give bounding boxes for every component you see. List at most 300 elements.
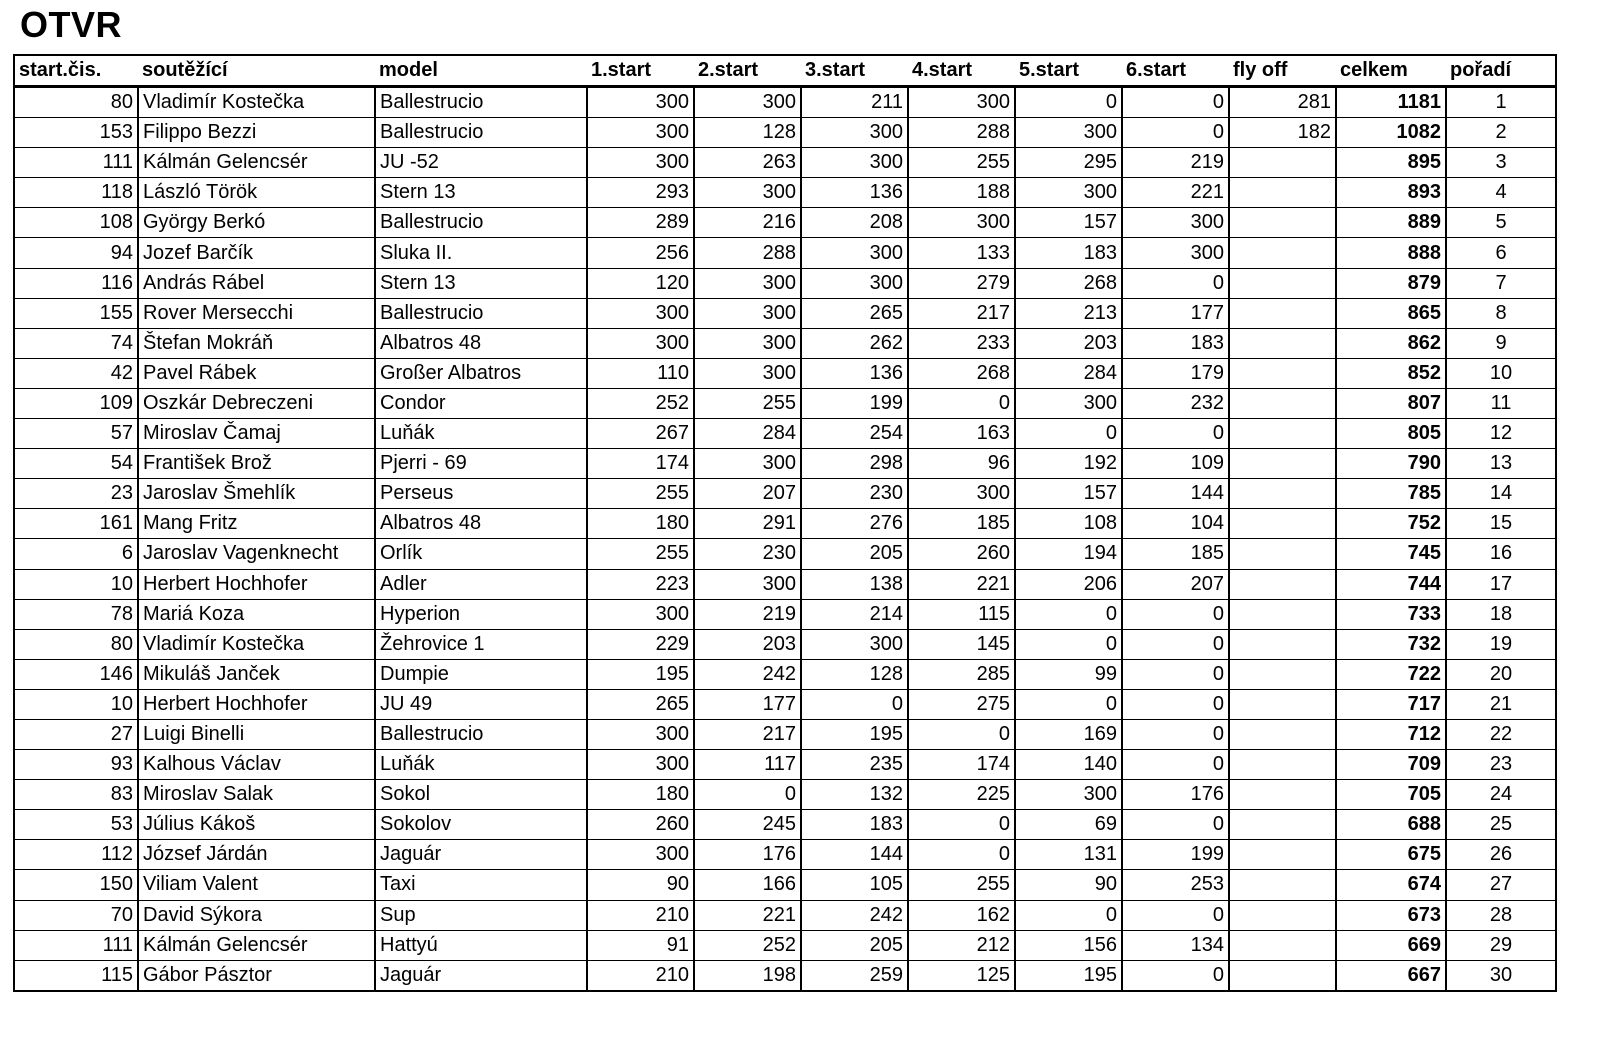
rank-cell: 20: [1446, 659, 1556, 689]
start-1-cell: 300: [587, 298, 694, 328]
start-number-cell: 153: [14, 118, 138, 148]
start-2-cell: 300: [694, 178, 801, 208]
start-4-cell: 255: [908, 870, 1015, 900]
fly-off-cell: [1229, 268, 1336, 298]
start-1-cell: 300: [587, 87, 694, 118]
fly-off-cell: [1229, 238, 1336, 268]
start-4-cell: 225: [908, 780, 1015, 810]
start-1-cell: 255: [587, 479, 694, 509]
model-cell: Pjerri - 69: [375, 449, 587, 479]
start-5-cell: 268: [1015, 268, 1122, 298]
start-6-cell: 185: [1122, 539, 1229, 569]
start-3-cell: 0: [801, 689, 908, 719]
start-4-cell: 300: [908, 208, 1015, 238]
model-cell: Perseus: [375, 479, 587, 509]
total-cell: 673: [1336, 900, 1446, 930]
table-row: [14, 238, 1556, 268]
start-1-cell: 300: [587, 148, 694, 178]
model-cell: Ballestrucio: [375, 719, 587, 749]
start-5-cell: 206: [1015, 569, 1122, 599]
total-cell: 785: [1336, 479, 1446, 509]
start-3-cell: 183: [801, 810, 908, 840]
table-row: [14, 178, 1556, 208]
model-cell: Ballestrucio: [375, 208, 587, 238]
start-2-cell: 284: [694, 419, 801, 449]
start-5-cell: 157: [1015, 479, 1122, 509]
competitor-cell: András Rábel: [138, 268, 375, 298]
rank-cell: 13: [1446, 449, 1556, 479]
start-5-cell: 69: [1015, 810, 1122, 840]
start-number-cell: 80: [14, 629, 138, 659]
total-cell: 1181: [1336, 87, 1446, 118]
rank-cell: 30: [1446, 960, 1556, 991]
table-header: [14, 55, 1556, 87]
start-6-cell: 0: [1122, 960, 1229, 991]
start-5-cell: 157: [1015, 208, 1122, 238]
start-5-cell: 300: [1015, 780, 1122, 810]
header-start-5: 5.start: [1015, 55, 1122, 87]
start-5-cell: 0: [1015, 419, 1122, 449]
total-cell: 807: [1336, 388, 1446, 418]
start-2-cell: 217: [694, 719, 801, 749]
total-cell: 669: [1336, 930, 1446, 960]
model-cell: Condor: [375, 388, 587, 418]
start-5-cell: 0: [1015, 689, 1122, 719]
table-row: [14, 87, 1556, 118]
start-5-cell: 284: [1015, 358, 1122, 388]
start-2-cell: 300: [694, 87, 801, 118]
start-6-cell: 0: [1122, 900, 1229, 930]
start-2-cell: 216: [694, 208, 801, 238]
fly-off-cell: [1229, 930, 1336, 960]
start-2-cell: 128: [694, 118, 801, 148]
start-2-cell: 117: [694, 750, 801, 780]
rank-cell: 22: [1446, 719, 1556, 749]
start-1-cell: 300: [587, 118, 694, 148]
model-cell: Hyperion: [375, 599, 587, 629]
start-1-cell: 174: [587, 449, 694, 479]
start-5-cell: 194: [1015, 539, 1122, 569]
rank-cell: 2: [1446, 118, 1556, 148]
total-cell: 865: [1336, 298, 1446, 328]
start-4-cell: 0: [908, 840, 1015, 870]
model-cell: Ballestrucio: [375, 298, 587, 328]
start-5-cell: 99: [1015, 659, 1122, 689]
rank-cell: 7: [1446, 268, 1556, 298]
model-cell: Jaguár: [375, 840, 587, 870]
start-3-cell: 136: [801, 178, 908, 208]
table-row: [14, 509, 1556, 539]
competitor-cell: Štefan Mokráň: [138, 328, 375, 358]
rank-cell: 18: [1446, 599, 1556, 629]
table-row: [14, 118, 1556, 148]
rank-cell: 25: [1446, 810, 1556, 840]
start-4-cell: 162: [908, 900, 1015, 930]
start-number-cell: 74: [14, 328, 138, 358]
competitor-cell: Pavel Rábek: [138, 358, 375, 388]
start-4-cell: 300: [908, 87, 1015, 118]
fly-off-cell: [1229, 509, 1336, 539]
start-number-cell: 57: [14, 419, 138, 449]
competitor-cell: Luigi Binelli: [138, 719, 375, 749]
model-cell: Sup: [375, 900, 587, 930]
start-1-cell: 293: [587, 178, 694, 208]
start-1-cell: 300: [587, 750, 694, 780]
start-number-cell: 108: [14, 208, 138, 238]
fly-off-cell: [1229, 178, 1336, 208]
total-cell: 888: [1336, 238, 1446, 268]
start-number-cell: 10: [14, 569, 138, 599]
start-1-cell: 265: [587, 689, 694, 719]
table-row: [14, 930, 1556, 960]
start-4-cell: 279: [908, 268, 1015, 298]
start-3-cell: 265: [801, 298, 908, 328]
total-cell: 862: [1336, 328, 1446, 358]
fly-off-cell: [1229, 148, 1336, 178]
start-3-cell: 205: [801, 539, 908, 569]
header-start-1: 1.start: [587, 55, 694, 87]
start-number-cell: 161: [14, 509, 138, 539]
start-4-cell: 96: [908, 449, 1015, 479]
start-6-cell: 207: [1122, 569, 1229, 599]
fly-off-cell: [1229, 599, 1336, 629]
model-cell: Albatros 48: [375, 509, 587, 539]
rank-cell: 23: [1446, 750, 1556, 780]
start-4-cell: 233: [908, 328, 1015, 358]
rank-cell: 16: [1446, 539, 1556, 569]
model-cell: Albatros 48: [375, 328, 587, 358]
start-number-cell: 94: [14, 238, 138, 268]
start-6-cell: 0: [1122, 87, 1229, 118]
start-number-cell: 83: [14, 780, 138, 810]
header-model: model: [375, 55, 587, 87]
model-cell: Großer Albatros: [375, 358, 587, 388]
start-1-cell: 223: [587, 569, 694, 599]
start-number-cell: 111: [14, 930, 138, 960]
start-5-cell: 300: [1015, 178, 1122, 208]
rank-cell: 6: [1446, 238, 1556, 268]
start-2-cell: 176: [694, 840, 801, 870]
start-1-cell: 90: [587, 870, 694, 900]
start-2-cell: 300: [694, 328, 801, 358]
start-5-cell: 300: [1015, 388, 1122, 418]
start-number-cell: 109: [14, 388, 138, 418]
competitor-cell: Herbert Hochhofer: [138, 569, 375, 599]
start-4-cell: 145: [908, 629, 1015, 659]
start-2-cell: 300: [694, 298, 801, 328]
fly-off-cell: 182: [1229, 118, 1336, 148]
start-number-cell: 10: [14, 689, 138, 719]
start-2-cell: 300: [694, 268, 801, 298]
table-row: [14, 148, 1556, 178]
start-5-cell: 140: [1015, 750, 1122, 780]
start-4-cell: 300: [908, 479, 1015, 509]
header-row: [14, 55, 1556, 87]
total-cell: 852: [1336, 358, 1446, 388]
competitor-cell: Viliam Valent: [138, 870, 375, 900]
model-cell: Taxi: [375, 870, 587, 900]
start-3-cell: 276: [801, 509, 908, 539]
start-1-cell: 210: [587, 900, 694, 930]
fly-off-cell: 281: [1229, 87, 1336, 118]
start-1-cell: 255: [587, 539, 694, 569]
total-cell: 712: [1336, 719, 1446, 749]
competitor-cell: David Sýkora: [138, 900, 375, 930]
fly-off-cell: [1229, 298, 1336, 328]
competitor-cell: Oszkár Debreczeni: [138, 388, 375, 418]
start-3-cell: 230: [801, 479, 908, 509]
start-5-cell: 300: [1015, 118, 1122, 148]
start-3-cell: 195: [801, 719, 908, 749]
table-row: [14, 840, 1556, 870]
rank-cell: 24: [1446, 780, 1556, 810]
start-3-cell: 208: [801, 208, 908, 238]
start-6-cell: 0: [1122, 719, 1229, 749]
competitor-cell: Herbert Hochhofer: [138, 689, 375, 719]
start-4-cell: 268: [908, 358, 1015, 388]
start-1-cell: 289: [587, 208, 694, 238]
start-6-cell: 300: [1122, 238, 1229, 268]
start-1-cell: 300: [587, 599, 694, 629]
fly-off-cell: [1229, 569, 1336, 599]
start-6-cell: 179: [1122, 358, 1229, 388]
total-cell: 717: [1336, 689, 1446, 719]
start-4-cell: 188: [908, 178, 1015, 208]
start-4-cell: 133: [908, 238, 1015, 268]
start-2-cell: 177: [694, 689, 801, 719]
total-cell: 889: [1336, 208, 1446, 238]
start-6-cell: 219: [1122, 148, 1229, 178]
fly-off-cell: [1229, 208, 1336, 238]
start-number-cell: 112: [14, 840, 138, 870]
model-cell: Adler: [375, 569, 587, 599]
model-cell: Sluka II.: [375, 238, 587, 268]
total-cell: 667: [1336, 960, 1446, 991]
start-1-cell: 256: [587, 238, 694, 268]
fly-off-cell: [1229, 750, 1336, 780]
competitor-cell: Mariá Koza: [138, 599, 375, 629]
header-start-number: start.čis.: [14, 55, 138, 87]
start-2-cell: 245: [694, 810, 801, 840]
start-6-cell: 221: [1122, 178, 1229, 208]
start-number-cell: 115: [14, 960, 138, 991]
competitor-cell: László Török: [138, 178, 375, 208]
start-6-cell: 176: [1122, 780, 1229, 810]
start-4-cell: 212: [908, 930, 1015, 960]
fly-off-cell: [1229, 328, 1336, 358]
competitor-cell: Mang Fritz: [138, 509, 375, 539]
start-6-cell: 134: [1122, 930, 1229, 960]
competitor-cell: Miroslav Čamaj: [138, 419, 375, 449]
start-5-cell: 156: [1015, 930, 1122, 960]
model-cell: Luňák: [375, 750, 587, 780]
start-2-cell: 300: [694, 358, 801, 388]
start-4-cell: 217: [908, 298, 1015, 328]
table-body: [14, 87, 1556, 991]
table-row: [14, 750, 1556, 780]
table-row: [14, 569, 1556, 599]
start-3-cell: 300: [801, 629, 908, 659]
start-4-cell: 288: [908, 118, 1015, 148]
start-5-cell: 0: [1015, 900, 1122, 930]
start-3-cell: 300: [801, 238, 908, 268]
start-number-cell: 155: [14, 298, 138, 328]
start-number-cell: 53: [14, 810, 138, 840]
start-4-cell: 174: [908, 750, 1015, 780]
start-number-cell: 6: [14, 539, 138, 569]
start-6-cell: 300: [1122, 208, 1229, 238]
total-cell: 733: [1336, 599, 1446, 629]
rank-cell: 4: [1446, 178, 1556, 208]
start-3-cell: 144: [801, 840, 908, 870]
table-row: [14, 780, 1556, 810]
competitor-cell: Filippo Bezzi: [138, 118, 375, 148]
start-2-cell: 300: [694, 449, 801, 479]
rank-cell: 10: [1446, 358, 1556, 388]
start-number-cell: 70: [14, 900, 138, 930]
start-1-cell: 252: [587, 388, 694, 418]
header-start-3: 3.start: [801, 55, 908, 87]
start-number-cell: 23: [14, 479, 138, 509]
start-2-cell: 166: [694, 870, 801, 900]
rank-cell: 3: [1446, 148, 1556, 178]
start-3-cell: 262: [801, 328, 908, 358]
start-5-cell: 90: [1015, 870, 1122, 900]
competitor-cell: Vladimír Kostečka: [138, 629, 375, 659]
header-start-2: 2.start: [694, 55, 801, 87]
start-3-cell: 300: [801, 118, 908, 148]
total-cell: 722: [1336, 659, 1446, 689]
start-6-cell: 104: [1122, 509, 1229, 539]
total-cell: 805: [1336, 419, 1446, 449]
total-cell: 879: [1336, 268, 1446, 298]
total-cell: 675: [1336, 840, 1446, 870]
start-2-cell: 203: [694, 629, 801, 659]
start-2-cell: 288: [694, 238, 801, 268]
start-number-cell: 78: [14, 599, 138, 629]
rank-cell: 8: [1446, 298, 1556, 328]
table-row: [14, 479, 1556, 509]
start-3-cell: 136: [801, 358, 908, 388]
competitor-cell: Kalhous Václav: [138, 750, 375, 780]
page-title: OTVR: [20, 4, 123, 45]
start-number-cell: 54: [14, 449, 138, 479]
competitor-cell: Jaroslav Šmehlík: [138, 479, 375, 509]
competitor-cell: Kálmán Gelencsér: [138, 930, 375, 960]
start-4-cell: 260: [908, 539, 1015, 569]
start-2-cell: 0: [694, 780, 801, 810]
rank-cell: 1: [1446, 87, 1556, 118]
competitor-cell: Gábor Pásztor: [138, 960, 375, 991]
start-1-cell: 180: [587, 509, 694, 539]
start-5-cell: 0: [1015, 599, 1122, 629]
start-1-cell: 300: [587, 840, 694, 870]
start-2-cell: 263: [694, 148, 801, 178]
start-4-cell: 275: [908, 689, 1015, 719]
start-2-cell: 230: [694, 539, 801, 569]
start-4-cell: 255: [908, 148, 1015, 178]
table-row: [14, 419, 1556, 449]
start-5-cell: 131: [1015, 840, 1122, 870]
rank-cell: 21: [1446, 689, 1556, 719]
start-6-cell: 0: [1122, 118, 1229, 148]
rank-cell: 14: [1446, 479, 1556, 509]
total-cell: 895: [1336, 148, 1446, 178]
model-cell: Dumpie: [375, 659, 587, 689]
start-6-cell: 144: [1122, 479, 1229, 509]
start-number-cell: 93: [14, 750, 138, 780]
model-cell: Žehrovice 1: [375, 629, 587, 659]
fly-off-cell: [1229, 479, 1336, 509]
table-row: [14, 599, 1556, 629]
total-cell: 745: [1336, 539, 1446, 569]
start-1-cell: 229: [587, 629, 694, 659]
total-cell: 705: [1336, 780, 1446, 810]
start-number-cell: 116: [14, 268, 138, 298]
fly-off-cell: [1229, 900, 1336, 930]
start-3-cell: 138: [801, 569, 908, 599]
table-row: [14, 298, 1556, 328]
total-cell: 1082: [1336, 118, 1446, 148]
start-4-cell: 125: [908, 960, 1015, 991]
start-3-cell: 132: [801, 780, 908, 810]
start-3-cell: 214: [801, 599, 908, 629]
fly-off-cell: [1229, 449, 1336, 479]
start-6-cell: 199: [1122, 840, 1229, 870]
start-6-cell: 0: [1122, 750, 1229, 780]
competitor-cell: Vladimír Kostečka: [138, 87, 375, 118]
table-row: [14, 719, 1556, 749]
competitor-cell: Miroslav Salak: [138, 780, 375, 810]
fly-off-cell: [1229, 419, 1336, 449]
start-5-cell: 0: [1015, 629, 1122, 659]
table-row: [14, 328, 1556, 358]
model-cell: Luňák: [375, 419, 587, 449]
rank-cell: 9: [1446, 328, 1556, 358]
fly-off-cell: [1229, 659, 1336, 689]
start-6-cell: 0: [1122, 629, 1229, 659]
start-5-cell: 183: [1015, 238, 1122, 268]
model-cell: Ballestrucio: [375, 118, 587, 148]
rank-cell: 12: [1446, 419, 1556, 449]
fly-off-cell: [1229, 719, 1336, 749]
table-row: [14, 358, 1556, 388]
fly-off-cell: [1229, 840, 1336, 870]
rank-cell: 28: [1446, 900, 1556, 930]
table-row: [14, 449, 1556, 479]
start-1-cell: 195: [587, 659, 694, 689]
start-4-cell: 0: [908, 719, 1015, 749]
start-6-cell: 0: [1122, 659, 1229, 689]
rank-cell: 5: [1446, 208, 1556, 238]
competitor-cell: Kálmán Gelencsér: [138, 148, 375, 178]
start-1-cell: 120: [587, 268, 694, 298]
start-5-cell: 295: [1015, 148, 1122, 178]
start-3-cell: 128: [801, 659, 908, 689]
header-total: celkem: [1336, 55, 1446, 87]
fly-off-cell: [1229, 810, 1336, 840]
total-cell: 688: [1336, 810, 1446, 840]
start-number-cell: 111: [14, 148, 138, 178]
start-4-cell: 285: [908, 659, 1015, 689]
table-row: [14, 659, 1556, 689]
start-number-cell: 42: [14, 358, 138, 388]
start-4-cell: 0: [908, 810, 1015, 840]
start-6-cell: 0: [1122, 419, 1229, 449]
start-6-cell: 0: [1122, 689, 1229, 719]
start-3-cell: 105: [801, 870, 908, 900]
fly-off-cell: [1229, 388, 1336, 418]
